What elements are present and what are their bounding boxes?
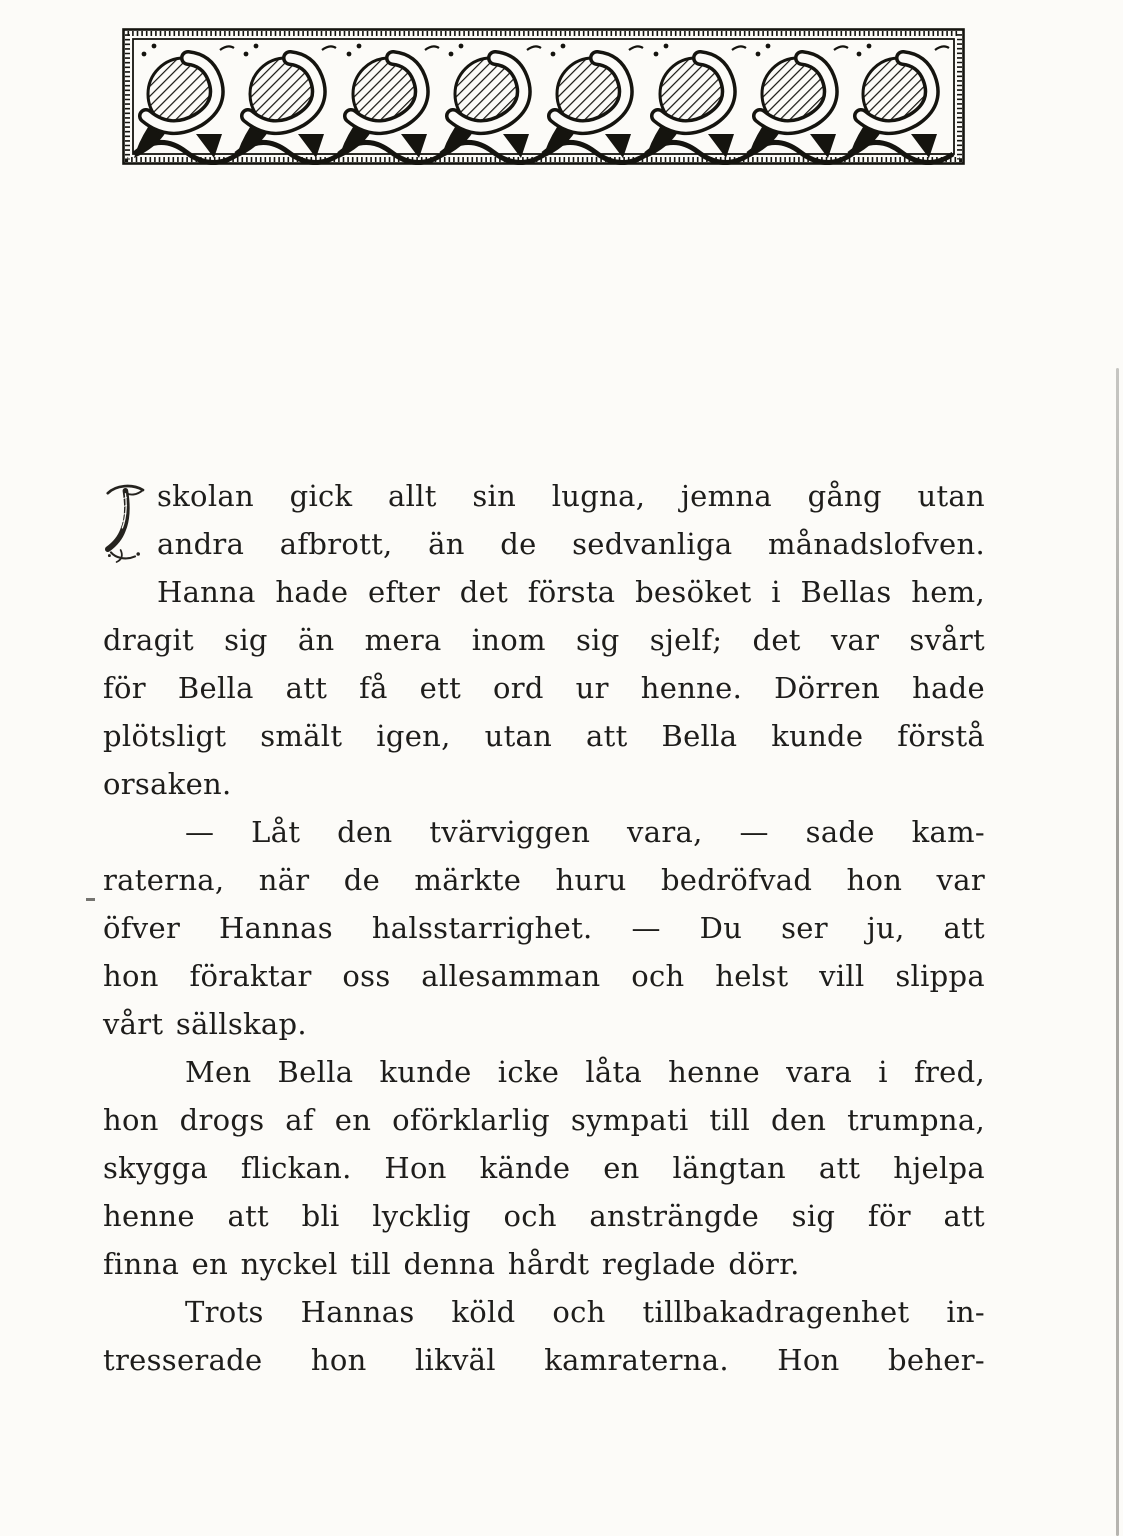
text-block bbox=[103, 472, 985, 1384]
text-line: hon drogs af en oförklarlig sympati till den trumpna, bbox=[103, 1103, 985, 1137]
text-line: vårt sällskap. bbox=[103, 1007, 307, 1041]
scan-edge-artifact bbox=[1116, 368, 1119, 1536]
text-line: öfver Hannas halsstarrighet. — Du ser ju, att bbox=[103, 911, 985, 945]
text-line: för Bella att få ett ord ur henne. Dörren hade bbox=[103, 671, 985, 705]
ornament-band bbox=[122, 28, 965, 165]
scan-speck-artifact bbox=[86, 898, 95, 901]
text-line: — Låt den tvärviggen vara, — sade kam- bbox=[185, 815, 985, 849]
text-line: plötsligt smält igen, utan att Bella kunde förstå bbox=[103, 719, 985, 753]
drop-cap-initial bbox=[103, 474, 147, 570]
text-line: skolan gick allt sin lugna, jemna gång utan bbox=[157, 479, 985, 513]
text-line: andra afbrott, än de sedvanliga månadslofven. bbox=[157, 527, 985, 561]
text-line: raterna, när de märkte huru bedröfvad hon var bbox=[103, 863, 985, 897]
drop-cap-icon bbox=[103, 474, 147, 570]
text-line: finna en nyckel till denna hårdt reglade dörr. bbox=[103, 1247, 800, 1281]
paragraph-2 bbox=[103, 808, 985, 1048]
text-line: Hanna hade efter det första besöket i Bellas hem, bbox=[157, 575, 985, 609]
text-line: Trots Hannas köld och tillbakadragenhet in- bbox=[185, 1295, 985, 1329]
text-line: Men Bella kunde icke låta henne vara i fred, bbox=[185, 1055, 985, 1089]
woodcut-ornament-svg bbox=[122, 28, 965, 165]
text-line: tresserade hon likväl kamraterna. Hon beher- bbox=[103, 1343, 985, 1377]
paragraph-4 bbox=[103, 1288, 985, 1384]
text-line: skygga flickan. Hon kände en längtan att hjelpa bbox=[103, 1151, 985, 1185]
text-line: hon föraktar oss allesamman och helst vill slippa bbox=[103, 959, 985, 993]
text-line: dragit sig än mera inom sig sjelf; det var svårt bbox=[103, 623, 985, 657]
paragraph-3 bbox=[103, 1048, 985, 1288]
text-line: henne att bli lycklig och ansträngde sig för att bbox=[103, 1199, 985, 1233]
text-line: orsaken. bbox=[103, 767, 232, 801]
paragraph-1 bbox=[103, 472, 985, 808]
